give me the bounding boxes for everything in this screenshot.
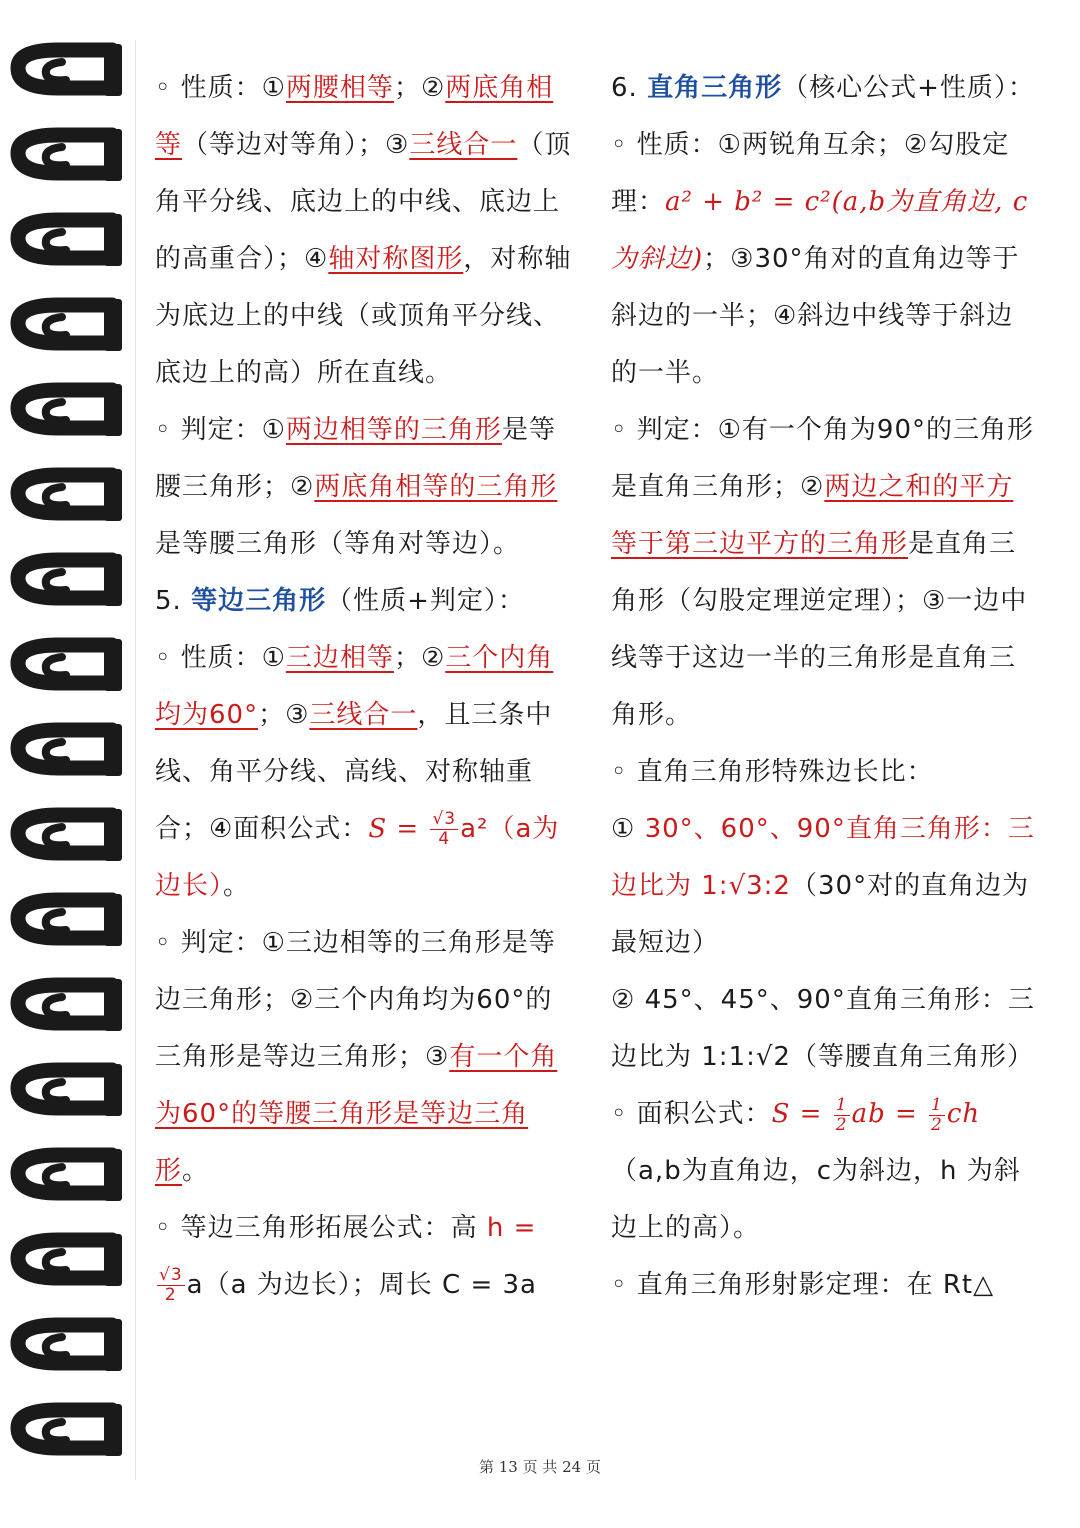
special-ratio-heading: ◦ 直角三角形特殊边长比： (611, 757, 934, 787)
section-heading-equilateral: 5. 等边三角形（性质+判定）： (155, 586, 525, 616)
highlight: 有一个角为60°的等腰三角形是等边三角形 (155, 1042, 558, 1186)
right-triangle-criteria: ◦ 判定：①有一个角为90°的三角形是直角三角形；②两边之和的平方等于第三边平方的三角形是直角三角形（勾股定理逆定理）；③一边中线等于这边一半的三角形是直角三角形。 (611, 415, 1034, 730)
special-ratio-45-45-90: ② 45°、45°、90°直角三角形：三边比为 1:1:√2（等腰直角三角形） (611, 985, 1035, 1072)
highlight: 两腰相等 (285, 73, 394, 103)
highlight: 三线合一 (409, 130, 518, 160)
page-number: 第 13 页 共 24 页 (478, 1458, 601, 1476)
special-ratio-30-60-90: ① 30°、60°、90°直角三角形：三边比为 1:√3:2（30°对的直角边为最短边） (611, 814, 1035, 958)
fraction: $\frac{√3}{4}$ (432, 809, 457, 849)
highlight: 三个内角均为60° (155, 643, 554, 730)
spiral-binding (0, 40, 135, 1480)
highlight: 两底角相等 (155, 73, 554, 160)
highlight: 轴对称图形 (328, 244, 464, 274)
left-column (155, 60, 577, 1314)
section-title: 直角三角形 (647, 73, 783, 103)
area-formula: S = $\frac{1}{2}$ ab = $\frac{1}{2}$ ch (771, 1094, 981, 1135)
fraction: $\frac{1}{2}$ (931, 1094, 943, 1135)
binding-edge (135, 40, 136, 1480)
highlight: 两边之和的平方等于第三边平方的三角形 (611, 472, 1014, 559)
highlight: 两边相等的三角形 (285, 415, 502, 445)
pythagorean-formula: a² + b² = c²(a,b为直角边, c为斜边) (611, 187, 1029, 274)
equilateral-extended-formula: ◦ 等边三角形拓展公式：高 h = $\frac{√3}{2}$ a（a 为边长）；周长 C = 3a (155, 1213, 537, 1305)
highlight: 三边相等 (285, 643, 394, 673)
isosceles-criteria: ◦ 判定：①两边相等的三角形是等腰三角形；②两底角相等的三角形是等腰三角形（等角对等边）。 (155, 415, 558, 559)
highlight: 三线合一 (309, 700, 418, 730)
equilateral-properties: ◦ 性质：①三边相等；②三个内角均为60°；③三线合一，且三条中线、角平分线、高线、对称轴重合；④面积公式：S = $\frac{√3}{4}$ a²（a为边长）。 (155, 643, 560, 901)
right-column (611, 60, 1036, 1314)
area-formula: S = $\frac{√3}{4}$ a²（a为边长） (155, 809, 560, 901)
fraction: $\frac{1}{2}$ (835, 1094, 848, 1135)
projection-theorem: ◦ 直角三角形射影定理：在 Rt△ (611, 1270, 995, 1300)
highlight: 两底角相等的三角形 (314, 472, 558, 502)
section-heading-right-triangle: 6. 直角三角形（核心公式+性质）： (611, 73, 1035, 103)
equilateral-criteria: ◦ 判定：①三边相等的三角形是等边三角形；②三个内角均为60°的三角形是等边三角形；③有一个角为60°的等腰三角形是等边三角形。 (155, 928, 558, 1186)
right-triangle-properties: ◦ 性质：①两锐角互余；②勾股定理：a² + b² = c²(a,b为直角边, c为斜边)；③30°角对的直角边等于斜边的一半；④斜边中线等于斜边的一半。 (611, 130, 1029, 388)
isosceles-properties: ◦ 性质：①两腰相等；②两底角相等（等边对等角）；③三线合一（顶角平分线、底边上的中线、底边上的高重合）；④轴对称图形，对称轴为底边上的中线（或顶角平分线、底边上的高）所在直线。 (155, 73, 572, 388)
right-triangle-area: ◦ 面积公式：S = $\frac{1}{2}$ ab = $\frac{1}{2}$ ch（a,b为直角边，c为斜边，h 为斜边上的高）。 (611, 1094, 1021, 1243)
section-title: 等边三角形 (191, 586, 327, 616)
fraction: $\frac{√3}{2}$ (159, 1265, 183, 1305)
